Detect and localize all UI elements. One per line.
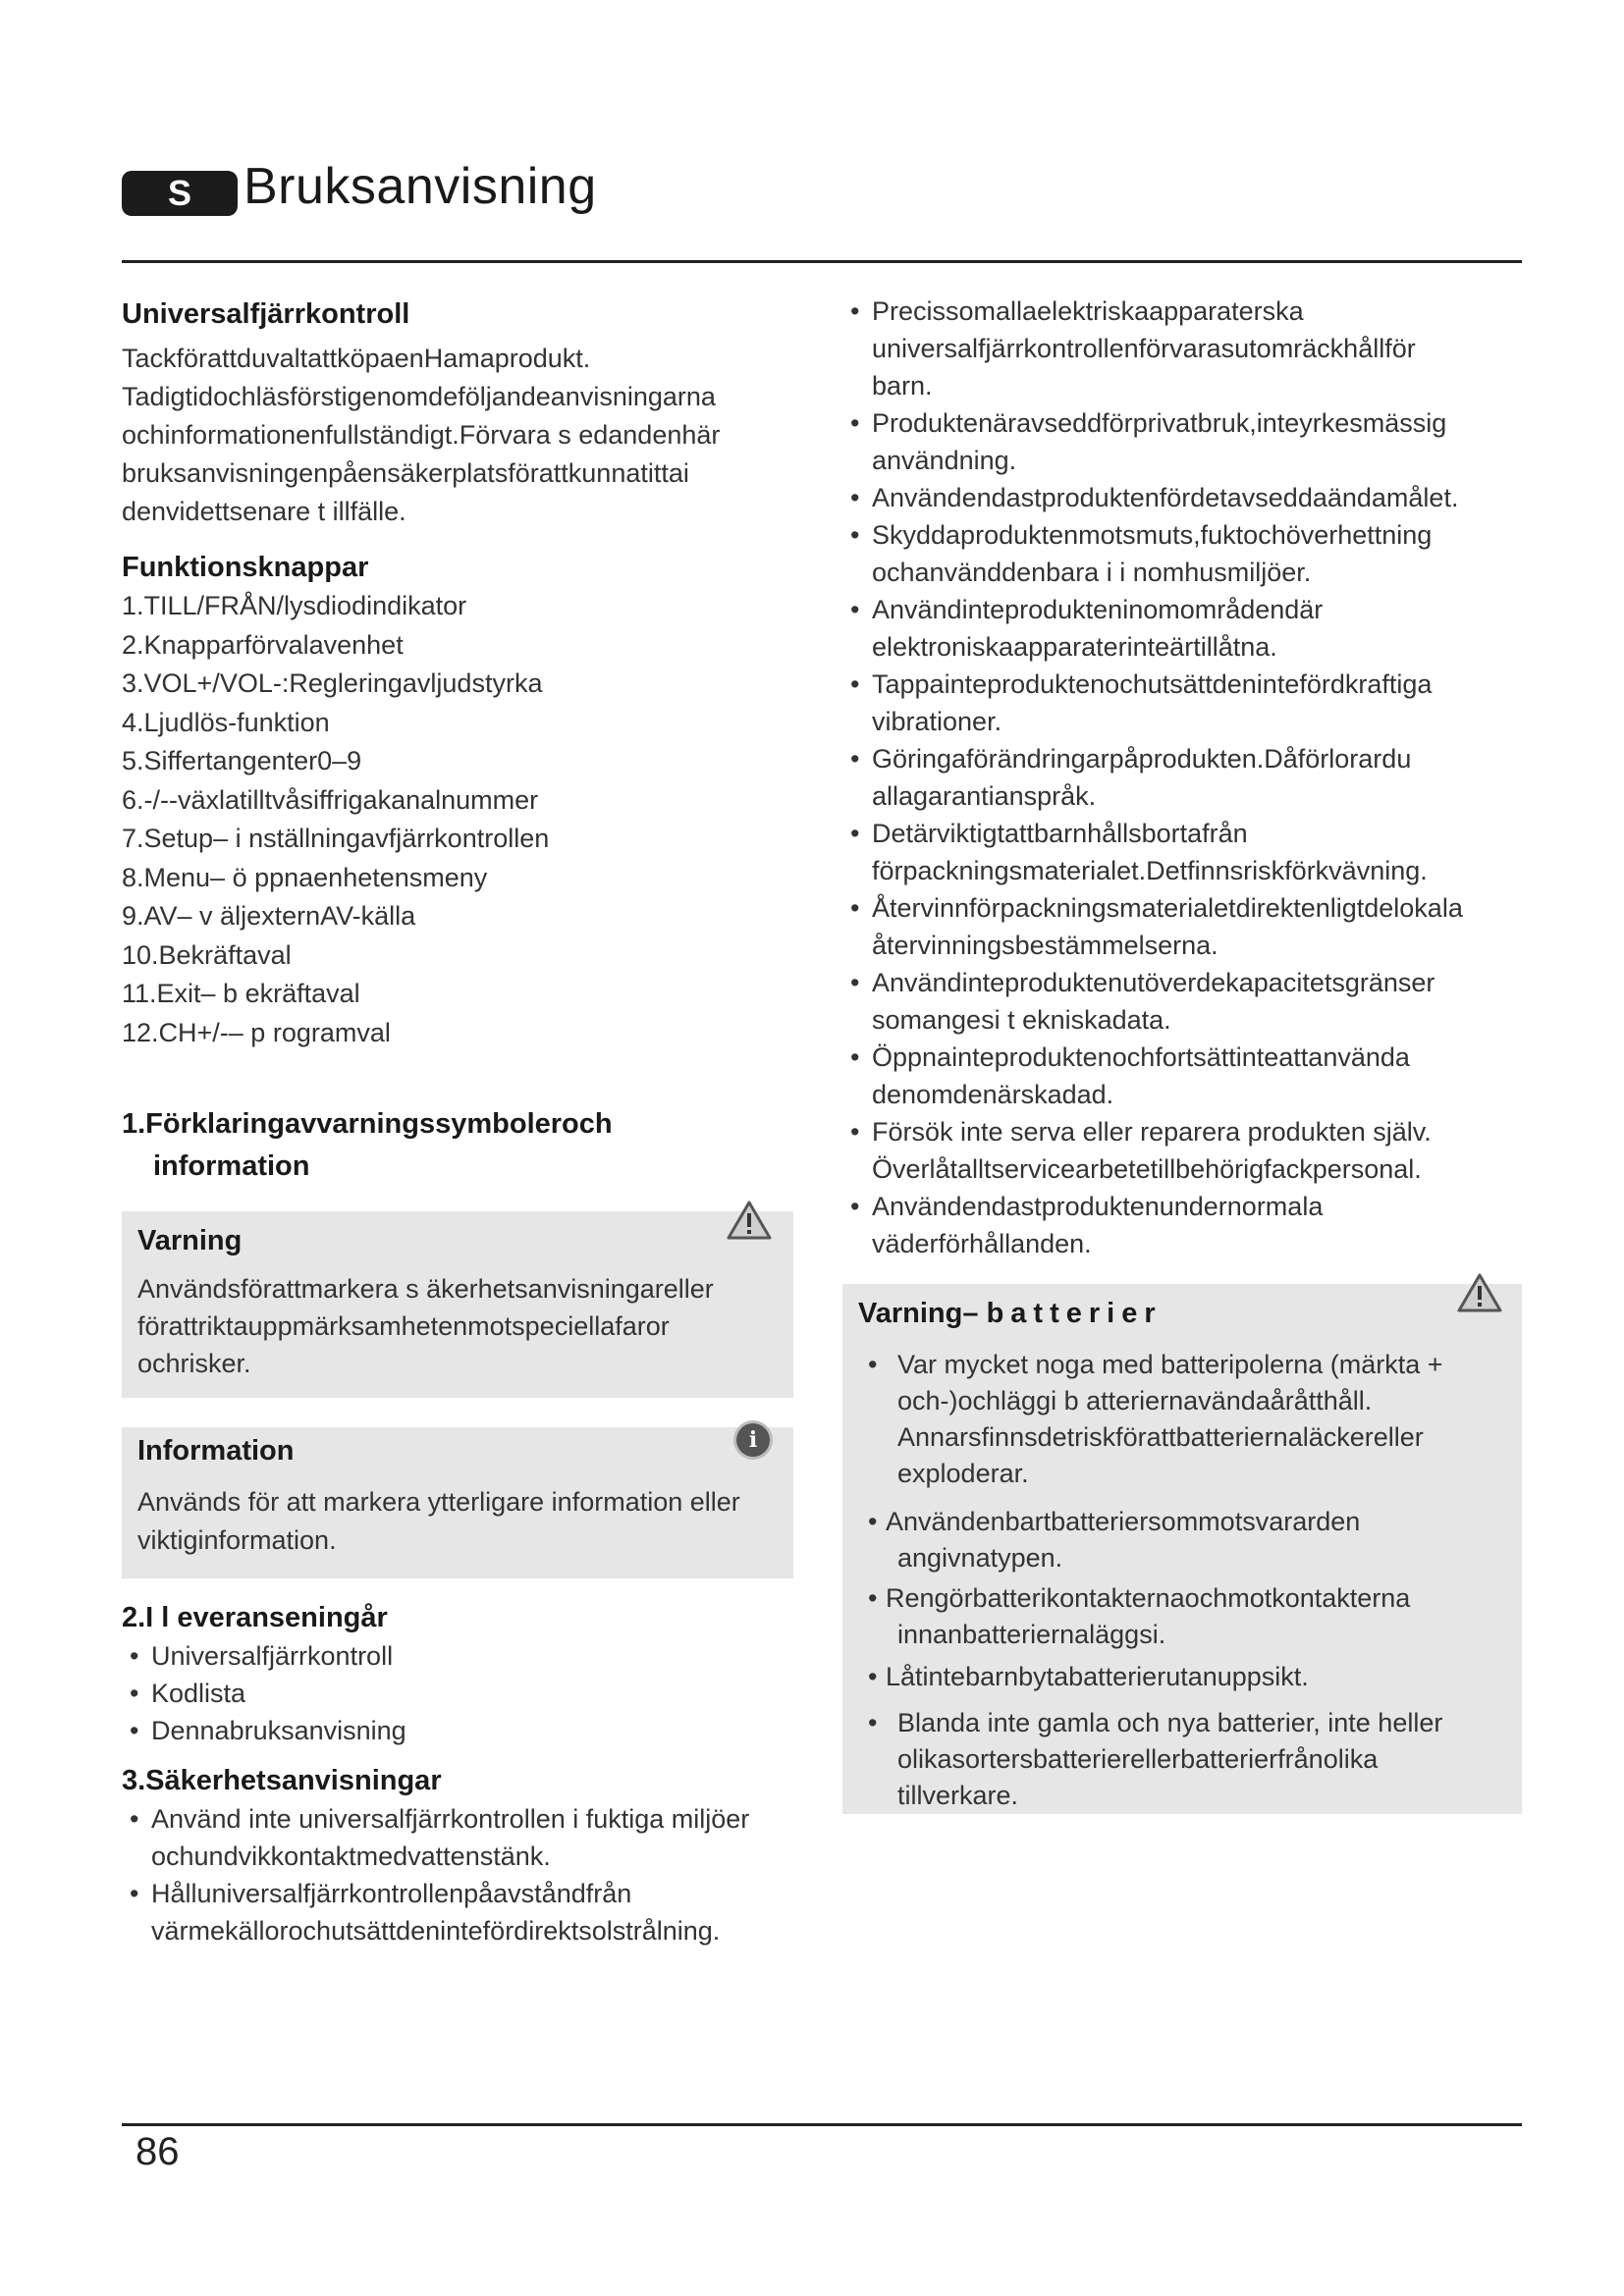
safety-item: • Produktenäravseddförprivatbruk,inteyrkesmässig användning.	[850, 408, 1447, 475]
safety-item: • Hålluniversalfjärrkontrollenpåavståndfrån värmekällorochutsättdenintefördirektsolstrålning.	[130, 1879, 721, 1946]
warning-box	[122, 1211, 793, 1398]
language-badge: S	[122, 171, 238, 216]
warning-icon	[727, 1200, 772, 1241]
section-1-heading	[122, 1103, 793, 1188]
battery-item: • Användenbartbatteriersommotsvararden angivnatypen.	[868, 1507, 1361, 1573]
safety-item: • Försök inte serva eller reparera produkten själv. Överlåtalltservicearbetetillbehörigfackpersonal.	[850, 1117, 1432, 1184]
section-2-heading: 2.I l everanseningår	[122, 1602, 388, 1633]
function-key-item: 11.Exit– b ekräftaval	[122, 979, 360, 1008]
document-title: Bruksanvisning	[244, 158, 597, 215]
function-key-item: 12.CH+/-– p rogramval	[122, 1017, 391, 1047]
battery-warning-title-prefix: Varning–	[858, 1298, 979, 1329]
info-icon: i	[736, 1423, 770, 1457]
intro-heading: Universalfjärrkontroll	[122, 298, 410, 330]
function-key-item: 8.Menu– ö ppnaenhetensmeny	[122, 862, 488, 892]
section-3-heading: 3.Säkerhetsanvisningar	[122, 1765, 442, 1796]
function-key-item: 2.Knapparförvalavenhet	[122, 629, 404, 660]
warning-box-line: förattriktauppmärksamhetenmotspeciellafaror	[137, 1311, 670, 1341]
battery-item: • Rengörbatterikontakternaochmotkontakterna innanbatteriernaläggsi.	[868, 1583, 1411, 1649]
page-number: 86	[135, 2130, 180, 2173]
safety-item: • Användinteproduktenutöverdekapacitetsgränser somangesi t ekniskadata.	[850, 968, 1435, 1035]
intro-line: TackförattduvaltattköpaenHamaprodukt.	[122, 344, 591, 373]
function-keys-heading: Funktionsknappar	[122, 552, 369, 583]
warning-icon	[1457, 1272, 1502, 1313]
function-key-item: 1.TILL/FRÅN/lysdiodindikator	[122, 591, 467, 620]
intro-line: ochinformationenfullständigt.Förvara s edandenhär	[122, 420, 721, 450]
function-key-item: 10.Bekräftaval	[122, 939, 292, 970]
safety-list-right	[842, 293, 1522, 1262]
safety-item: • Skyddaproduktenmotsmuts,fuktochöverhettning ochanvänddenbara i i nomhusmiljöer.	[850, 520, 1433, 587]
delivery-item: • Kodlista	[130, 1679, 246, 1708]
function-key-item: 3.VOL+/VOL-:Regleringavljudstyrka	[122, 668, 543, 698]
information-box-line: Används för att markera ytterligare information eller	[137, 1487, 740, 1517]
intro-text	[122, 340, 793, 530]
safety-item: • Öppnainteproduktenochfortsättinteattanvända denomdenärskadad.	[850, 1042, 1410, 1109]
information-box	[122, 1427, 793, 1578]
battery-warning-list	[858, 1347, 1506, 1814]
safety-item: • Precissomallaelektriskaapparaterska universalfjärrkontrollenförvarasutomräckhållför barn.	[850, 296, 1416, 400]
delivery-item: • Universalfjärrkontroll	[130, 1641, 394, 1671]
intro-line: bruksanvisningenpåensäkerplatsförattkunnatittai	[122, 458, 689, 488]
battery-item: • Var mycket noga med batteripolerna (märkta + och-)ochläggi b atteriernavändaåråtthåll. Annarsfinnsdetriskförattbatteriernaläckereller exploderar.	[868, 1350, 1443, 1488]
safety-item: • Användinteprodukteninomområdendär elektroniskaapparaterinteärtillåtna.	[850, 595, 1324, 662]
battery-item: • Blanda inte gamla och nya batterier, inte heller olikasortersbatterierellerbatterierfrånolika tillverkare.	[868, 1708, 1443, 1810]
warning-box-line: ochrisker.	[137, 1349, 251, 1378]
safety-item: • Tappainteproduktenochutsättdenintefördkraftiga vibrationer.	[850, 669, 1433, 736]
function-key-item: 4.Ljudlös-funktion	[122, 707, 330, 737]
safety-item: • Använd inte universalfjärrkontrollen i fuktiga miljöer ochundvikkontaktmedvattenstänk.	[130, 1804, 750, 1871]
section-1-heading-line: 1.Förklaringavvarningssymboleroch	[122, 1108, 613, 1140]
right-column	[842, 293, 1522, 1814]
delivery-contents-list	[122, 1637, 793, 1749]
information-box-line: viktiginformation.	[137, 1525, 337, 1555]
battery-warning-title-word: batterier	[986, 1298, 1163, 1329]
safety-item: • Återvinnförpackningsmaterialetdirektenligtdelokala återvinningsbestämmelserna.	[850, 893, 1463, 960]
function-key-item: 5.Siffertangenter0–9	[122, 746, 362, 775]
function-key-item: 9.AV– v äljexternAV-källa	[122, 901, 416, 931]
safety-list-left	[122, 1800, 793, 1949]
footer-divider	[122, 2123, 1522, 2126]
section-1-heading-line: information	[153, 1150, 310, 1182]
delivery-item: • Dennabruksanvisning	[130, 1716, 406, 1745]
intro-line: denvidettsenare t illfälle.	[122, 497, 406, 526]
function-key-item: 6.-/--växlatilltvåsiffrigakanalnummer	[122, 784, 539, 815]
battery-item: • Låtintebarnbytabatterierutanuppsikt.	[868, 1662, 1309, 1691]
header-divider	[122, 260, 1522, 263]
safety-item: • Användendastproduktenfördetavseddaändamålet.	[850, 483, 1459, 512]
safety-item: • Detärviktigtattbarnhållsbortafrån förpackningsmaterialet.Detfinnsriskförkvävning.	[850, 819, 1428, 885]
information-box-title: Information	[137, 1435, 295, 1467]
function-key-item: 7.Setup– i nställningavfjärrkontrollen	[122, 824, 550, 853]
battery-warning-box	[842, 1284, 1522, 1814]
intro-line: Tadigtidochläsförstigenomdeföljandeanvisningarna	[122, 382, 716, 411]
safety-item: • Användendastproduktenundernormala väderförhållanden.	[850, 1192, 1324, 1258]
safety-item: • Göringaförändringarpåprodukten.Dåförlorardu allagarantianspråk.	[850, 744, 1412, 811]
warning-box-title: Varning	[137, 1225, 243, 1256]
warning-box-line: Användsförattmarkera s äkerhetsanvisningareller	[137, 1274, 714, 1304]
function-keys-list	[122, 587, 793, 1052]
left-column	[122, 294, 793, 1949]
battery-warning-title	[858, 1294, 1506, 1333]
